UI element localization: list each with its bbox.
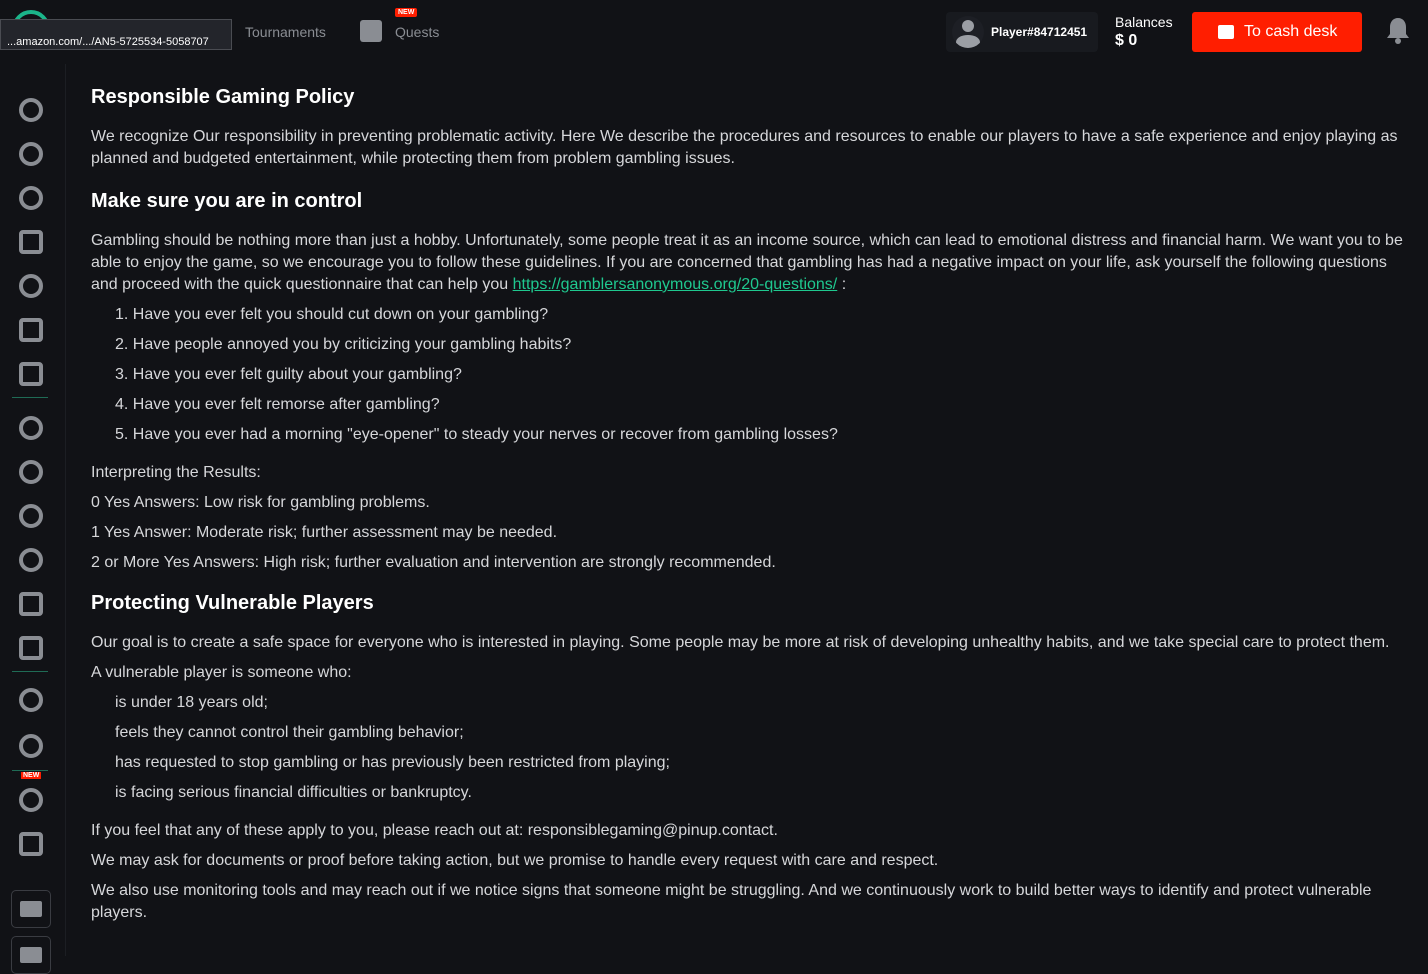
sidebar-profile-card-button[interactable] [11,890,51,928]
sidebar-fantasy-icon[interactable] [19,688,43,712]
cash-desk-label: To cash desk [1244,23,1338,40]
list-item: 5. Have you ever had a morning "eye-opener" to steady your nerves or recover from gambling losses? [115,426,838,443]
balance-value: $ 0 [1115,32,1138,49]
paragraph: Gambling should be nothing more than just a hobby. Unfortunately, some people treat it as an income source, which can lead to emotional distress and financial harm. We want you to be able to enjoy the game, so we encourage you to follow these guidelines. If you are concerned that gambling has had a negative impact on your life, ask yourself the following questions and proceed with the quick questionnaire that can help you https://gamblersanonymous.org/20-questions/ : [91,232,1403,293]
heading-responsible-gaming: Responsible Gaming Policy [91,86,355,108]
list-item: has requested to stop gambling or has previously been restricted from playing; [115,754,670,771]
list-item: 2. Have people annoyed you by criticizing your gambling habits? [115,336,572,353]
quests-icon [360,20,382,42]
sidebar-bingo-icon[interactable] [19,318,43,342]
sidebar-esports-icon[interactable] [19,734,43,758]
bell-icon[interactable] [1385,16,1411,44]
list-item: 1. Have you ever felt you should cut down on your gambling? [115,306,549,323]
paragraph: A vulnerable player is someone who: [91,664,352,681]
sidebar-live-dealer-icon[interactable] [19,142,43,166]
heading-in-control: Make sure you are in control [91,190,363,212]
paragraph: We recognize Our responsibility in preventing problematic activity. Here We describe the procedures and resources to enable our players to have a safe experience and enjoy playing as planned and budgeted entertainment, while protecting them from problem gambling issues. [91,128,1398,167]
results-line: 1 Yes Answer: Moderate risk; further assessment may be needed. [91,524,558,541]
url-tooltip: ...amazon.com/.../AN5-5725534-5058707 [0,19,232,50]
divider [12,770,48,771]
list-item: is under 18 years old; [115,694,268,711]
new-badge: NEW [395,8,417,17]
wallet-icon [1218,25,1234,39]
player-name: Player#84712451 [991,25,1088,39]
nav-quests[interactable]: Quests [395,24,440,40]
sidebar-lottery-icon[interactable] [19,274,43,298]
cash-desk-button[interactable] [1192,12,1362,52]
results-line: Interpreting the Results: [91,464,261,481]
list-item: 4. Have you ever felt remorse after gambling? [115,396,440,413]
paragraph: If you feel that any of these apply to you, please reach out at: responsiblegaming@pinup.contact. [91,822,778,839]
sidebar-calendar-button[interactable] [11,936,51,974]
sidebar-tennis-icon[interactable] [19,548,43,572]
vulnerable-list [91,692,1411,804]
player-profile[interactable] [946,12,1098,52]
paragraph: We may ask for documents or proof before taking action, but we promise to handle every request with care and respect. [91,852,939,869]
policy-content [91,84,1411,932]
questionnaire-link[interactable]: https://gamblersanonymous.org/20-questions/ [512,276,838,293]
sidebar-gamepad-icon[interactable] [19,592,43,616]
avatar [952,16,984,48]
sidebar-receipt-icon[interactable] [19,636,43,660]
calendar-icon [20,947,42,963]
sidebar [0,64,66,956]
paragraph: We also use monitoring tools and may reach out if we notice signs that someone might be struggling. And we continuously work to build better ways to identify and protect vulnerable players. [91,882,1372,921]
sidebar-gift-icon[interactable] [19,832,43,856]
sidebar-pinup-icon[interactable] [19,788,43,812]
sidebar-sports-icon[interactable] [19,416,43,440]
sidebar-target-icon[interactable] [19,504,43,528]
results-line: 0 Yes Answers: Low risk for gambling problems. [91,494,430,511]
results-line: 2 or More Yes Answers: High risk; further evaluation and intervention are strongly recommended. [91,554,776,571]
balance-label: Balances [1115,14,1173,30]
id-card-icon [20,901,42,917]
list-item: is facing serious financial difficulties or bankruptcy. [115,784,472,801]
divider [12,397,48,398]
sidebar-football-icon[interactable] [19,460,43,484]
top-bar [0,0,1428,64]
sidebar-tv-games-icon[interactable] [19,230,43,254]
nav-tournaments[interactable]: Tournaments [245,24,326,40]
list-item: feels they cannot control their gambling behavior; [115,724,464,741]
new-badge: NEW [23,772,40,779]
list-item: 3. Have you ever felt guilty about your gambling? [115,366,462,383]
sidebar-cards-icon[interactable] [19,362,43,386]
questions-list [91,304,1411,446]
paragraph: Our goal is to create a safe space for everyone who is interested in playing. Some people may be more at risk of developing unhealthy habits, and we take special care to protect them. [91,634,1390,651]
heading-vulnerable-players: Protecting Vulnerable Players [91,592,374,614]
sidebar-crash-rocket-icon[interactable] [19,186,43,210]
sidebar-casino-icon[interactable] [19,98,43,122]
divider [12,671,48,672]
